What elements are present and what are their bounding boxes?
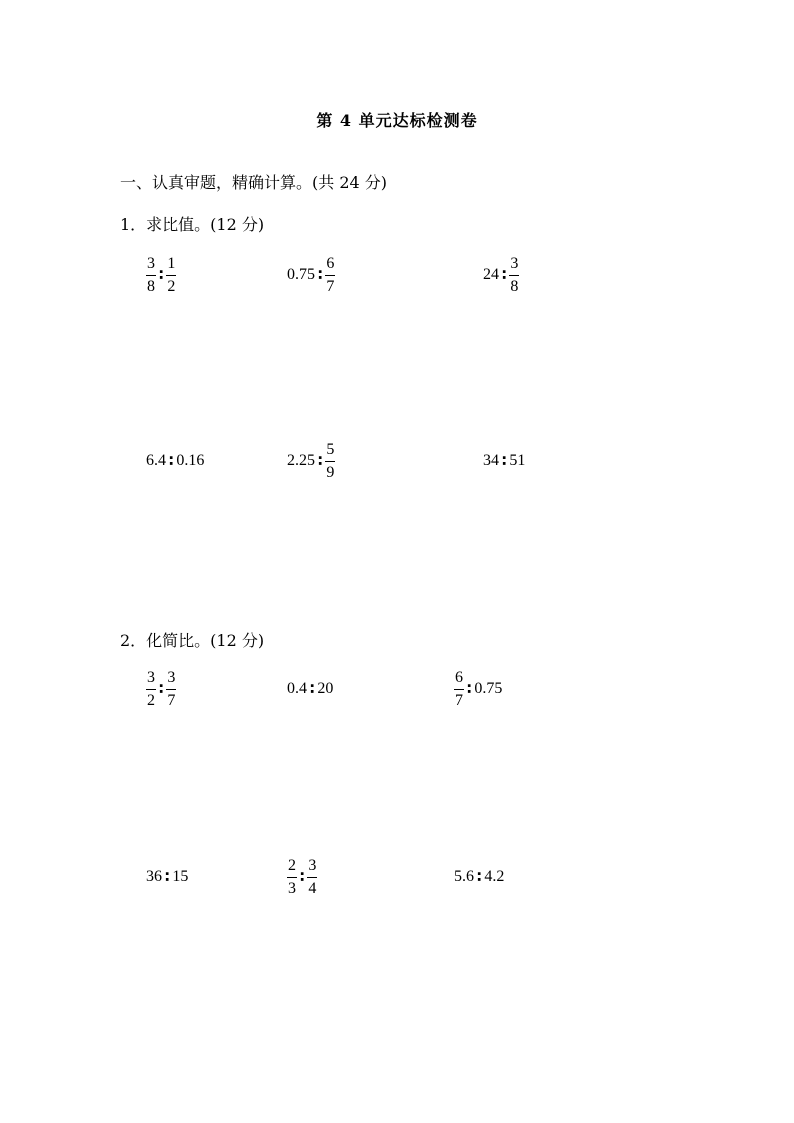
q2-problem-3: $\frac{6}{7}$ ∶ 0.75: [455, 668, 503, 709]
q2-problem-6: 5.6 ∶ 4.2: [454, 868, 505, 886]
ratio-colon: ∶: [159, 266, 164, 284]
section-heading: 一、认真审题，精确计算。(共 24 分): [120, 173, 388, 192]
question-1-heading: 1．求比值。(12 分): [120, 215, 265, 234]
fraction: $\frac{3}{8}$: [147, 254, 155, 295]
ratio-colon: ∶: [159, 680, 164, 698]
ratio-colon: ∶: [310, 680, 315, 698]
page-title: 第 4 单元达标检测卷: [316, 111, 478, 130]
fraction: $\frac{5}{9}$: [326, 440, 335, 481]
fraction: $\frac{1}{2}$: [167, 254, 176, 295]
fraction: $\frac{6}{7}$: [455, 668, 463, 709]
ratio-colon: ∶: [467, 680, 472, 698]
fraction: $\frac{3}{7}$: [167, 668, 176, 709]
q1-problem-3: 24 ∶ $\frac{3}{8}$: [483, 254, 519, 295]
fraction: $\frac{6}{7}$: [326, 254, 335, 295]
question-2-heading: 2．化简比。(12 分): [120, 631, 265, 650]
ratio-colon: ∶: [165, 868, 170, 886]
ratio-colon: ∶: [300, 868, 305, 886]
q1-problem-4: 6.4 ∶ 0.16: [146, 452, 205, 470]
q1-problem-2: 0.75 ∶ $\frac{6}{7}$: [287, 254, 335, 295]
ratio-colon: ∶: [502, 266, 507, 284]
q2-problem-4: 36 ∶ 15: [146, 868, 189, 886]
ratio-colon: ∶: [477, 868, 482, 886]
q2-problem-1: [146, 664, 176, 714]
fraction: $\frac{3}{8}$: [510, 254, 519, 295]
fraction: $\frac{3}{2}$: [147, 668, 155, 709]
q2-problem-5: [287, 852, 317, 902]
fraction: $\frac{2}{3}$: [288, 856, 296, 897]
q1-problem-5: 2.25 ∶ $\frac{5}{9}$: [287, 440, 335, 481]
q1-problem-6: 34 ∶ 51: [483, 452, 526, 470]
fraction: $\frac{3}{4}$: [308, 856, 317, 897]
ratio-colon: ∶: [169, 452, 174, 470]
q2-problem-2: 0.4 ∶ 20: [287, 680, 334, 698]
ratio-colon: ∶: [318, 266, 323, 284]
ratio-colon: ∶: [318, 452, 323, 470]
ratio-colon: ∶: [502, 452, 507, 470]
q1-problem-1: [146, 250, 176, 300]
